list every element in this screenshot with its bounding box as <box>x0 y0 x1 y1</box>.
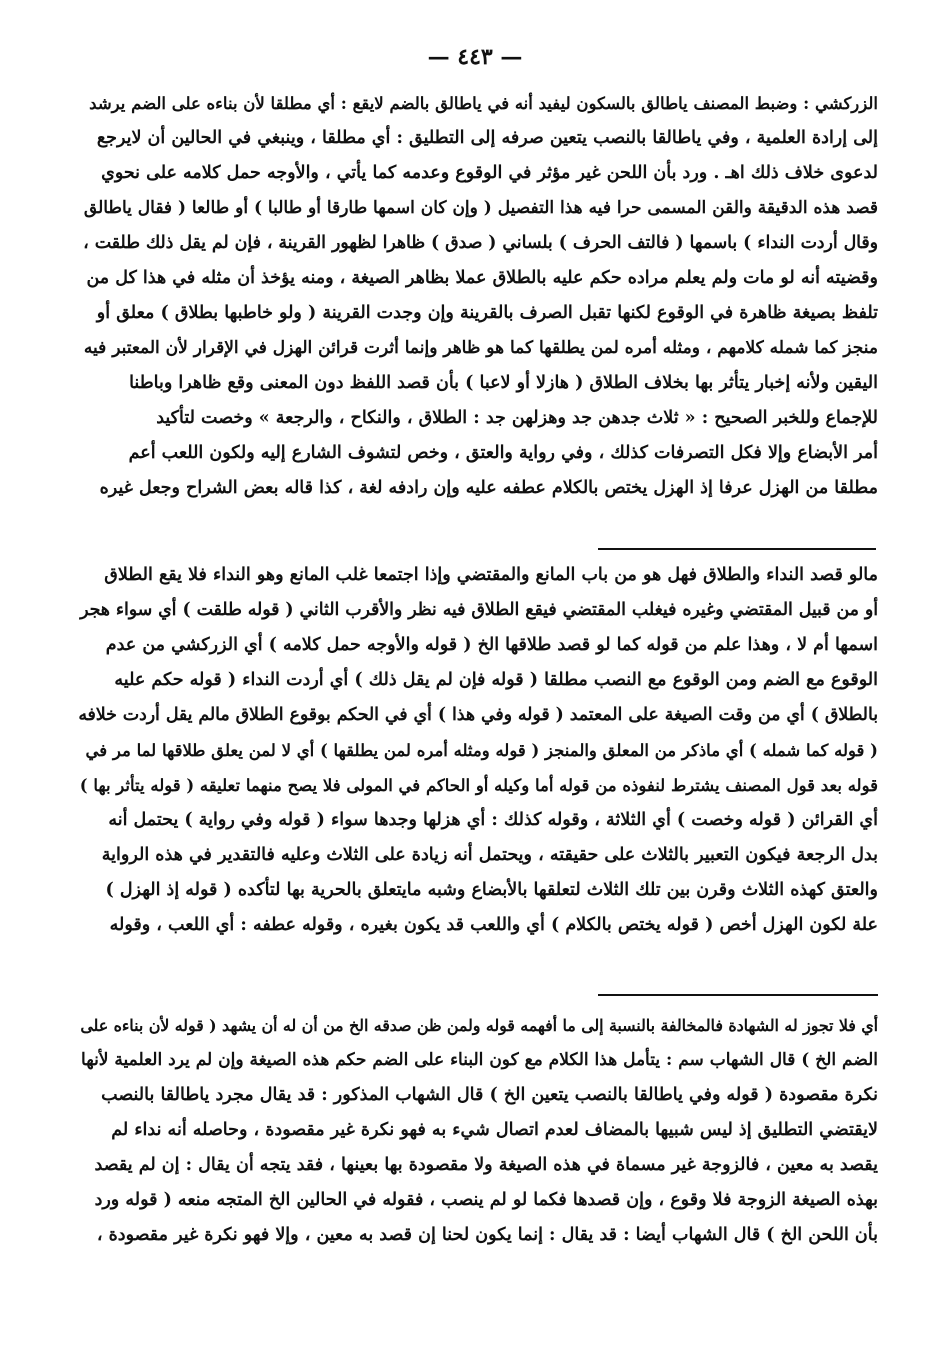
text-line: بهذه الصيغة الزوجة فلا وقوع ، وإن قصدها فكما لو لم ينصب ، فقوله في الحالين الخ المتجه منعه ( قوله ورد <box>94 1190 878 1210</box>
text-line: لايقتضي التطليق إذ ليس شبيها بالمضاف لعدم اتصال شيء به فهو نكرة غير مقصودة ، وحاصله أنه نداء لم <box>111 1120 878 1140</box>
text-line: بالطلاق ) أي من وقت الصيغة على المعتمد ( قوله وفي هذا ) أي في الحكم بوقوع الطلاق مالم يقل أردت خلافه <box>78 705 878 725</box>
page-number: — ٤٤٣ — <box>427 44 523 70</box>
text-line: مطلقا من الهزل عرفا إذ الهزل يختص بالكلام عطفه عليه وإن رادفه لغة ، كذا قاله بعض الشراح وجعل غيره <box>99 478 878 498</box>
text-line: اليقين ولأنه إخبار يتأثر بها بخلاف الطلاق ( هازلا أو لاعبا ) بأن قصد اللفظ دون المعنى وقع ظاهرا وباطنا <box>129 373 878 393</box>
text-line: بأن اللحن الخ ) قال الشهاب أيضا : قد يقال : إنما يكون لحنا إن قصد به معين ، وإلا فهو نكرة غير مقصودة ، <box>96 1225 878 1245</box>
text-line: أو من قبيل المقتضي وغيره فيغلب المقتضي فيقع الطلاق فيه نظر والأقرب الثاني ( قوله طلقت ) أي سواء هجر <box>80 600 878 620</box>
text-line: بدل الرجعة فيكون التعبير بالثلاث على حقيقته ، ويحتمل أنه زيادة على الثلاث وعليه فالتقدير في هذه الرواية <box>101 845 878 865</box>
text-line: قوله بعد قول المصنف يشترط لنفوذه من قوله أما وكيله أو الحاكم في المولى فلا يصح منهما تعليقه ( قوله يتأثر بها ) <box>79 776 878 795</box>
text-line: الضم الخ ) قال الشهاب سم : يتأمل هذا الكلام مع كون البناء على الضم حكم هذه الصيغة وإن لم يرد العلمية لأنها <box>81 1050 878 1070</box>
text-line: يقصد به معين ، فالزوجة غير مسماة في هذه الصيغة ولا مقصودة بها بعينها ، فقد يتجه أن يقال : إن لم يقصد <box>94 1155 878 1175</box>
text-line: قصد هذه الدقيقة والقن المسمى حرا فيه هذا التفصيل ( وإن كان اسمها طارقا أو طالبا ) أو طالعا ( فقال ياطالق <box>83 198 878 218</box>
section-divider <box>598 994 878 996</box>
text-line: أمر الأبضاع وإلا فكل التصرفات كذلك ، وفي رواية والعتق ، وخص لتشوف الشارع إليه ولكون اللعب أعم <box>128 443 878 463</box>
text-line: لدعوى خلاف ذلك اهـ . ورد بأن اللحن غير مؤثر في الوقوع وعدمه كما يأتي ، والأوجه حمل كلامه على نحوي <box>101 163 878 183</box>
text-line: اسمها أم لا ، وهذا علم من قوله كما لو قصد طلاقها الخ ( قوله والأوجه حمل كلامه ) أي الزركشي من عدم <box>105 635 878 655</box>
text-line: منجز كما شمله كلامهم ، ومثله أمره لمن يطلقها كما هو ظاهر وإنما أثرت قرائن الهزل في الإقرار لأن المعتبر فيه <box>83 338 878 358</box>
text-line: ( قوله كما شمله ) أي ماذكر من المعلق والمنجز ( قوله ومثله أمره لمن يطلقها ) أي لا لمن يعلق طلاقها لما مر في <box>85 741 878 760</box>
text-line: الزركشي : وضبط المصنف ياطالق بالسكون ليفيد أنه في ياطالق بالضم لايقع : أي مطلقا لأن بناءه على الضم يرشد <box>89 94 878 113</box>
text-line: تلفظ بصيغة ظاهرة في الوقوع لكنها تقبل الصرف بالقرينة وإن وجدت القرينة ( ولو خاطبها بطلاق ) معلق أو <box>96 303 878 323</box>
text-line: نكرة مقصودة ( قوله وفي ياطالقا بالنصب يتعين الخ ) قال الشهاب المذكور : قد يقال مجرد ياطالقا بالنصب <box>101 1085 878 1105</box>
text-line: وقضيته أنه لو مات ولم يعلم مراده حكم عليه بالطلاق عملا بظاهر الصيغة ، ومنه يؤخذ أن مثله في هذا كل من <box>86 268 878 288</box>
main-text <box>78 86 878 506</box>
glosses-text <box>78 1008 878 1253</box>
text-line: الوقوع مع الضم ومن الوقوع مع النصب مطلقا ( قوله فإن لم يقل ذلك ) أي أردت النداء ( قوله حكم عليه <box>114 670 878 690</box>
text-line: وقال أردت النداء ) باسمها ( فالتف الحرف ) بلساني ( صدق ) ظاهرا لظهور القرينة ، فإن لم يقل ذلك طلقت ، <box>83 233 878 253</box>
text-line: والعتق كهذه الثلاث وقرن بين تلك الثلاث لتعلقها بالأبضاع وشبه مايتعلق بالحرية بها لتأكده ( قوله إذ الهزل ) <box>105 880 878 900</box>
text-line: علة لكون الهزل أخص ( قوله يختص بالكلام ) أي واللعب قد يكون بغيره ، وقوله عطفه : أي اللعب ، وقوله <box>109 915 878 935</box>
commentary-text <box>78 558 878 943</box>
text-line: أي فلا تجوز له الشهادة فالمخالفة بالنسبة إلى ما أفهمه قوله ولمن ظن صدقه الخ من أن له أن يشهد ( قوله لأن بناءه على <box>80 1016 878 1035</box>
text-line: للإجماع وللخبر الصحيح : « ثلاث جدهن جد وهزلهن جد : الطلاق ، والنكاح ، والرجعة » وخصت لتأكيد <box>156 408 878 428</box>
text-line: أي القرائن ( قوله وخصت ) أي الثلاثة ، وقوله كذلك : أي هزلها وجدها سواء ( قوله وفي رواية ) يحتمل أنه <box>108 810 878 830</box>
text-line: إلى إرادة العلمية ، وفي ياطالقا بالنصب يتعين صرفه إلى التطليق : أي مطلقا ، وينبغي في الحالين أن لايرجع <box>96 128 878 148</box>
text-line: مالو قصد النداء والطلاق فهل هو من باب المانع والمقتضي وإذا اجتمعا غلب المانع وهو النداء فلا يقع الطلاق <box>104 565 878 585</box>
section-divider <box>598 548 876 550</box>
